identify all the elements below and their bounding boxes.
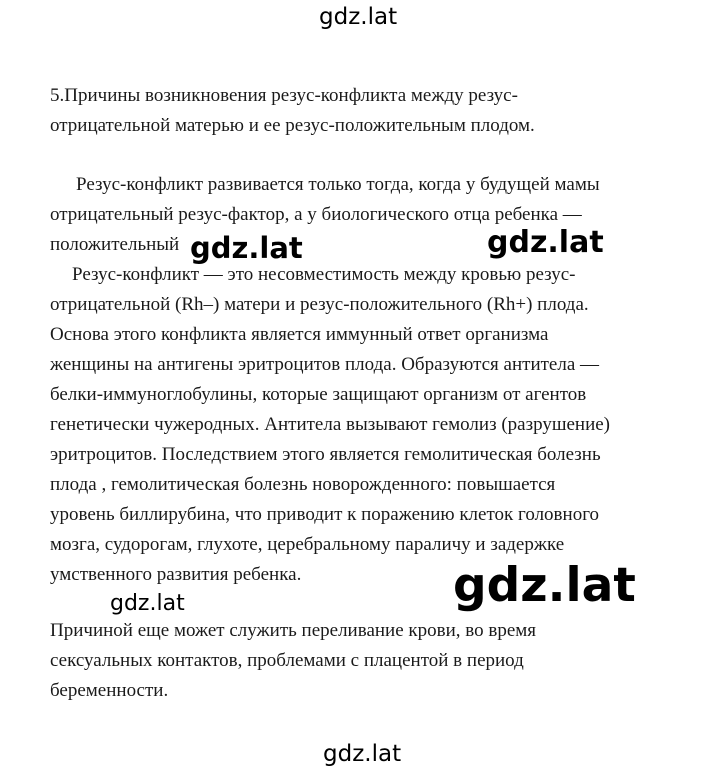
watermark-big: gdz.lat [453,558,636,613]
watermark-mid-right: gdz.lat [487,225,604,260]
heading-line: 5.Причины возникновения резус-конфликта между резус- [50,85,518,106]
text-line: плода , гемолитическая болезнь новорожденного: повышается [50,474,556,495]
text-line: уровень биллирубина, что приводит к поражению клеток головного [50,504,600,525]
watermark-small: gdz.lat [110,591,185,616]
watermark-mid-left: gdz.lat [190,231,303,265]
watermark-top: gdz.lat [319,4,398,30]
text-line: отрицательной (Rh–) матери и резус-положительного (Rh+) плода. [50,294,589,315]
text-line: эритроцитов. Последствием этого является гемолитическая болезнь [50,444,601,465]
text-line: белки-иммуноглобулины, которые защищают организм от агентов [50,384,587,405]
text-line: мозга, судорогам, глухоте, церебральному параличу и задержке [50,534,565,555]
text-line: генетически чужеродных. Антитела вызывают гемолиз (разрушение) [50,414,611,435]
text-line: Причиной еще может служить переливание крови, во время [50,620,537,641]
watermark-bottom: gdz.lat [323,741,402,767]
text-line: Резус-конфликт развивается только тогда, когда у будущей мамы [76,174,600,195]
text-line: Основа этого конфликта является иммунный ответ организма [50,324,549,345]
text-line: отрицательный резус-фактор, а у биологического отца ребенка — [50,204,582,225]
text-line: Резус-конфликт — это несовместимость между кровью резус- [72,264,576,285]
text-line: беременности. [50,680,169,701]
text-line: положительный [50,234,180,255]
heading-line: отрицательной матерью и ее резус-положительным плодом. [50,115,535,136]
text-line: сексуальных контактов, проблемами с плацентой в период [50,650,524,671]
text-line: умственного развития ребенка. [50,564,302,585]
text-line: женщины на антигены эритроцитов плода. Образуются антитела — [50,354,600,375]
